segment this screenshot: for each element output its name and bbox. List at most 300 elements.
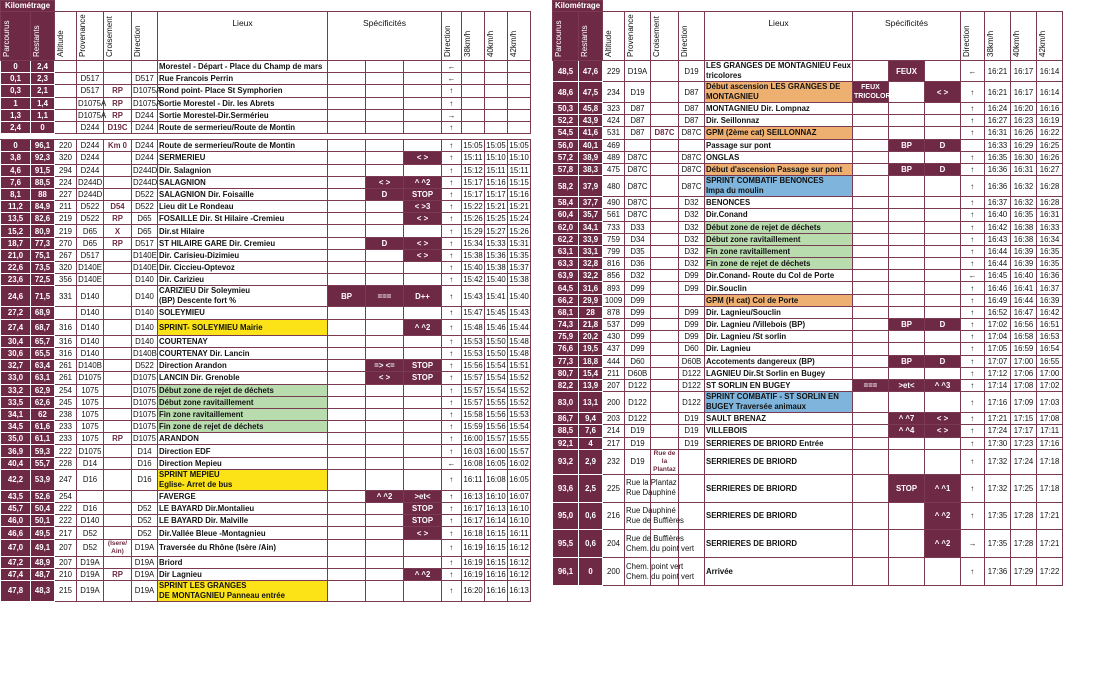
specificite-s2 [366, 85, 404, 97]
km-parcourus: 86,7 [553, 413, 579, 425]
km-restants: 20,2 [579, 331, 603, 343]
lieu-cell [705, 258, 853, 270]
croisement-cell [651, 233, 679, 245]
time-38: 15:34 [463, 238, 483, 248]
provenance-cell [77, 408, 104, 420]
croisement-cell [651, 379, 679, 391]
specificite-s1 [328, 515, 366, 527]
provenance-cell [77, 568, 104, 580]
direction-arrow-icon: ↑ [442, 360, 462, 372]
specificites-header [853, 12, 961, 61]
time-42: 16:26 [1037, 151, 1063, 163]
km-parcourus: 93,2 [553, 449, 579, 474]
specificite-s3: ^ ^2 [404, 319, 442, 335]
lieu-name: GPM (2ème cat) SEILLONNAZ [706, 128, 817, 138]
route-row [1, 457, 531, 469]
route-row [1, 249, 531, 261]
km-restants: 33,9 [579, 233, 603, 245]
km-restants: 32,2 [579, 270, 603, 282]
specificite-s2 [889, 294, 925, 306]
specificite-s2 [889, 437, 925, 449]
croisement-header-text: Croisement [105, 16, 114, 57]
route-row [553, 379, 1063, 391]
direction-arrow-icon: ↑ [961, 294, 985, 306]
specificite-s1 [853, 127, 889, 139]
km-parcourus: 58,4 [553, 197, 579, 209]
lieu-name: Dir.Conand [706, 210, 748, 220]
km-parcourus: 34,5 [1, 421, 31, 433]
croisement-cell: RP [104, 568, 132, 580]
direction-header [679, 12, 705, 61]
specificite-s2 [889, 343, 925, 355]
specificite-s3: < >3 [404, 201, 442, 213]
altitude-header [55, 12, 77, 61]
specificite-s1 [328, 568, 366, 580]
lieu-name: ST HILAIRE GARE Dir. Cremieu [159, 238, 276, 248]
km-parcourus: 93,6 [553, 474, 579, 502]
specificite-s2 [889, 270, 925, 282]
time-40: 17:29 [1011, 558, 1037, 586]
route-row [1, 503, 531, 515]
specificites-header [328, 12, 442, 61]
km-restants: 7,6 [579, 425, 603, 437]
time-40: 15:27 [486, 226, 506, 236]
croisement-cell: RP [104, 109, 132, 121]
provenance-cell [77, 347, 104, 359]
lieu-cell [158, 201, 328, 213]
route-row [1, 360, 531, 372]
direction-arrow-icon: ↑ [961, 103, 985, 115]
lieu-name: FAVERGE [159, 491, 196, 501]
direction-arrow-icon: ↑ [961, 82, 985, 103]
provenance-road: D522 [80, 202, 100, 212]
time-38: 16:18 [463, 528, 483, 538]
km-parcourus: 43,5 [1, 490, 31, 502]
route-row [553, 115, 1063, 127]
altitude-cell: 323 [603, 103, 625, 115]
specificite-s3: < > [404, 249, 442, 261]
specificite-s3: D [925, 355, 961, 367]
croisement-cell [104, 249, 132, 261]
lieu-name: Dir. Salagnion [159, 165, 211, 175]
specificite-s1 [853, 449, 889, 474]
time-38: 17:05 [985, 343, 1011, 355]
time-38: 15:57 [463, 385, 483, 395]
lieu-name: Arrivée [706, 567, 733, 577]
specificite-s1 [853, 355, 889, 367]
time-38: 16:43 [985, 233, 1011, 245]
croisement-header [651, 12, 679, 61]
specificite-s3 [404, 539, 442, 556]
direction-arrow-icon: ↑ [442, 319, 462, 335]
specificite-s1 [328, 384, 366, 396]
km-restants: 96,1 [31, 140, 55, 152]
km-restants: 63,1 [31, 372, 55, 384]
route-row [553, 103, 1063, 115]
time-38: 16:37 [985, 197, 1011, 209]
km-restants: 59,3 [31, 445, 55, 457]
specificite-s1 [853, 221, 889, 233]
time-38: 16:19 [463, 557, 483, 567]
route-row [1, 152, 531, 164]
route-row [553, 209, 1063, 221]
specificite-s2 [366, 152, 404, 164]
lieu-cell [705, 163, 853, 175]
specificite-s3: < > [404, 152, 442, 164]
provenance-road: D14 [82, 458, 98, 468]
specificite-s3 [404, 225, 442, 237]
direction-road-cell: D14 [132, 445, 158, 457]
provenance-cell [625, 61, 651, 82]
lieu-cell [158, 164, 328, 176]
croisement-cell [651, 209, 679, 221]
specificite-s1 [328, 527, 366, 539]
time-42: 16:16 [1037, 103, 1063, 115]
speed-40-header-text: 40km/h [1012, 30, 1021, 57]
km-restants: 28 [579, 306, 603, 318]
altitude-cell: 356 [55, 274, 77, 286]
lieu-cell [158, 249, 328, 261]
route-row [1, 97, 531, 109]
specificite-s1 [328, 201, 366, 213]
lieu-cell [705, 413, 853, 425]
km-parcourus: 63,3 [553, 258, 579, 270]
specificite-s3: ^ ^2 [404, 176, 442, 188]
time-38 [462, 73, 485, 85]
provenance-header [625, 12, 651, 61]
provenance-cell [77, 262, 104, 274]
specificite-s3 [404, 469, 442, 490]
km-parcourus: 92,1 [553, 437, 579, 449]
altitude-cell: 490 [603, 197, 625, 209]
croisement-cell: RP [104, 97, 132, 109]
specificite-s1 [328, 421, 366, 433]
croisement-cell [651, 115, 679, 127]
route-row [1, 527, 531, 539]
time-42: 15:11 [508, 164, 531, 176]
km-parcourus: 22,6 [1, 262, 31, 274]
time-42: 15:51 [509, 361, 529, 371]
provenance-cell [625, 282, 651, 294]
direction-road-cell: D32 [679, 245, 705, 257]
time-40: 17:06 [1011, 367, 1037, 379]
km-restants: 32,8 [579, 258, 603, 270]
provenance-cell [625, 127, 651, 139]
direction-road-cell: D244 [132, 121, 158, 133]
time-38: 15:57 [463, 373, 483, 383]
time-40: 16:30 [1011, 151, 1037, 163]
specificite-s2 [889, 197, 925, 209]
route-row [1, 213, 531, 225]
time-38: 16:27 [985, 115, 1011, 127]
route-row [553, 474, 1063, 502]
provenance-cell [625, 367, 651, 379]
provenance-cell [77, 213, 104, 225]
km-parcourus: 74,3 [553, 319, 579, 331]
km-restants: 47,6 [579, 61, 603, 82]
direction-arrow-icon: ↑ [961, 233, 985, 245]
km-restants: 0 [579, 558, 603, 586]
provenance-cell [625, 197, 651, 209]
km-restants: 35,7 [579, 209, 603, 221]
lieu-name: SERMERIEU [159, 153, 206, 163]
provenance-cell [625, 379, 651, 391]
croisement-cell [104, 372, 132, 384]
time-42: 16:13 [508, 580, 531, 601]
lieu-cell [158, 372, 328, 384]
km-restants: 88 [31, 188, 55, 200]
direction-header [132, 12, 158, 61]
time-38: 16:13 [463, 491, 483, 501]
specificite-s3 [925, 245, 961, 257]
direction-road-cell: D99 [679, 319, 705, 331]
route-row [553, 233, 1063, 245]
provenance-cell [625, 176, 651, 197]
time-38: 16:03 [463, 446, 483, 456]
provenance-cell [77, 384, 104, 396]
direction-road-cell: D140E [133, 263, 157, 273]
direction-arrow-icon [961, 139, 985, 151]
direction-arrow-icon: ↑ [961, 258, 985, 270]
direction-road-cell: D19A [132, 568, 158, 580]
altitude-cell: 561 [603, 209, 625, 221]
direction-road-cell: D87 [679, 115, 705, 127]
specificite-s3 [404, 384, 442, 396]
km-restants: 61,6 [31, 421, 55, 433]
km-parcourus: 64,5 [553, 282, 579, 294]
direction-road-cell [679, 294, 705, 306]
km-restants: 41,6 [579, 127, 603, 139]
time-42: 16:36 [1037, 270, 1063, 282]
croisement-cell [651, 331, 679, 343]
provenance-cell [625, 413, 651, 425]
route-row [1, 539, 531, 556]
km-restants: 45,8 [579, 103, 603, 115]
croisement-cell [104, 445, 132, 457]
lieu-detail: (BP) Descente fort % [159, 296, 237, 306]
provenance-cell [77, 396, 104, 408]
specificite-s2: ^ ^4 [889, 425, 925, 437]
km-restants: 53,9 [31, 469, 55, 490]
croisement-cell [104, 319, 132, 335]
lieu-name: SALAGNION Dir. Foisaille [159, 189, 254, 199]
time-40: 15:56 [486, 410, 506, 420]
time-38: 17:32 [985, 474, 1011, 502]
time-40: 15:38 [486, 263, 506, 273]
direction-road-cell: D99 [679, 270, 705, 282]
provenance-cell [77, 61, 104, 73]
direction-road-cell: D16 [132, 457, 158, 469]
route-row [553, 502, 1063, 530]
time-38: 17:32 [985, 449, 1011, 474]
km-restants: 13,1 [579, 392, 603, 413]
lieu-name: Dir Lagnieu [159, 569, 202, 579]
provenance-cell [77, 225, 104, 237]
altitude-cell: 537 [603, 319, 625, 331]
km-parcourus: 48,6 [553, 82, 579, 103]
specificite-s1 [853, 474, 889, 502]
croisement-cell [651, 176, 679, 197]
direction-arrow-icon: ↑ [961, 343, 985, 355]
lieu-name: Fin zone de rejet de déchets [706, 259, 811, 269]
route-row [1, 490, 531, 502]
direction-arrow-icon: ↑ [442, 121, 462, 133]
lieu-name: Dir. Carisieu-Dizimieu [159, 250, 240, 260]
time-42: 16:22 [1037, 127, 1063, 139]
direction-road-cell [679, 139, 705, 151]
specificite-s2 [366, 421, 404, 433]
route-row [1, 225, 531, 237]
km-restants: 92,3 [31, 152, 55, 164]
provenance-road: D122 [628, 414, 647, 424]
speed-42-header-text: 42km/h [1038, 30, 1047, 57]
provenance-road: D517 [80, 74, 100, 84]
specificite-s1 [853, 163, 889, 175]
direction-road-cell: D140 [132, 335, 158, 347]
time-38: 16:17 [463, 516, 483, 526]
km-restants: 2,3 [31, 73, 55, 85]
route-row [553, 530, 1063, 558]
route-row [553, 221, 1063, 233]
km-restants: 37,9 [579, 176, 603, 197]
km-restants: 21,8 [579, 319, 603, 331]
direction-arrow-icon: ↑ [961, 502, 985, 530]
altitude-cell: 469 [603, 139, 625, 151]
croisement-cell [104, 384, 132, 396]
specificite-s1 [853, 367, 889, 379]
km-parcourus: 60,4 [553, 209, 579, 221]
direction-road-cell: D87C [679, 151, 705, 163]
croisement-cell [104, 73, 132, 85]
provenance-road: D60 [630, 356, 645, 366]
time-38: 16:21 [985, 61, 1011, 82]
altitude-header [603, 12, 625, 61]
croisement-cell: RP [104, 85, 132, 97]
time-42: 16:33 [1037, 221, 1063, 233]
provenance-cell [625, 306, 651, 318]
provenance-road: D60B [627, 368, 648, 378]
provenance-road: D244 [80, 153, 100, 163]
km-restants: 0 [31, 121, 55, 133]
croisement-cell [651, 343, 679, 355]
croisement-cell [104, 347, 132, 359]
time-38: 16:24 [985, 103, 1011, 115]
time-38: 15:05 [463, 141, 483, 151]
altitude-cell: 217 [603, 437, 625, 449]
time-38: 15:17 [463, 177, 483, 187]
specificite-s2 [889, 151, 925, 163]
route-row [1, 262, 531, 274]
altitude-cell: 225 [603, 474, 625, 502]
croisement-cell [104, 556, 132, 568]
croisement-cell [104, 421, 132, 433]
direction-road-cell: D19 [679, 425, 705, 437]
lieu-name: SALAGNION [159, 177, 206, 187]
lieu-name: COURTENAY [159, 336, 208, 346]
specificite-s2 [366, 347, 404, 359]
time-40: 16:17 [1011, 82, 1037, 103]
altitude-cell: 207 [55, 556, 77, 568]
lieu-cell [158, 568, 328, 580]
time-42: 15:40 [508, 286, 531, 307]
time-38: 16:49 [985, 294, 1011, 306]
direction-arrow-icon: ↑ [442, 408, 462, 420]
direction-road-cell: D1075 [133, 422, 156, 432]
km-restants: 37,7 [579, 197, 603, 209]
time-38: 16:45 [985, 270, 1011, 282]
provenance-road: D140 [80, 308, 100, 318]
km-parcourus: 75,9 [553, 331, 579, 343]
provenance-cell [625, 163, 651, 175]
time-40: 16:40 [1011, 270, 1037, 282]
specificites-header-text: Spécificités [885, 18, 928, 28]
route-row [1, 109, 531, 121]
time-40: 15:54 [486, 373, 506, 383]
km-restants: 49,5 [31, 527, 55, 539]
km-restants: 2,9 [579, 449, 603, 474]
lieu-cell [158, 433, 328, 445]
croisement-cell [104, 274, 132, 286]
direction-arrow-icon: ↑ [442, 335, 462, 347]
direction-road-cell: D87 [679, 103, 705, 115]
provenance-road-next: Rue de Buffières [626, 515, 684, 525]
provenance-road: D140 [80, 291, 100, 301]
specificite-s3 [404, 73, 442, 85]
provenance-cell [625, 115, 651, 127]
route-row [553, 425, 1063, 437]
km-restants: 72,5 [31, 274, 55, 286]
km-restants: 1,4 [31, 97, 55, 109]
km-parcourus: 15,2 [1, 225, 31, 237]
provenance-road: D1075A [78, 98, 107, 108]
lieu-cell [158, 408, 328, 420]
provenance-road: D19 [630, 438, 645, 448]
specificite-s3 [404, 335, 442, 347]
specificite-s1 [328, 73, 366, 85]
time-42 [508, 109, 531, 121]
provenance-cell [77, 335, 104, 347]
direction-arrow-icon: ↑ [961, 319, 985, 331]
specificite-s1 [328, 469, 366, 490]
route-row [1, 319, 531, 335]
provenance-cell [77, 580, 104, 601]
km-parcourus: 95,0 [553, 502, 579, 530]
direction-arrow-icon: ↑ [961, 163, 985, 175]
lieu-cell [705, 392, 853, 413]
croisement-cell: RP [104, 433, 132, 445]
roadbook-table [0, 0, 531, 602]
time-40: 16:15 [486, 557, 506, 567]
route-row [553, 294, 1063, 306]
km-parcourus: 47,4 [1, 568, 31, 580]
croisement-cell [651, 245, 679, 257]
altitude-cell: 222 [55, 445, 77, 457]
specificite-s3 [925, 437, 961, 449]
route-row [553, 245, 1063, 257]
parcourus-header-text: Parcourus [554, 20, 563, 57]
croisement-cell [651, 103, 679, 115]
km-parcourus: 24,6 [1, 286, 31, 307]
direction-header-text: Direction [133, 25, 142, 57]
time-40: 15:56 [486, 422, 506, 432]
time-40: 16:08 [485, 469, 508, 490]
route-row [1, 421, 531, 433]
time-40: 17:23 [1011, 437, 1037, 449]
time-42 [508, 121, 531, 133]
specificite-s2 [366, 515, 404, 527]
specificite-s1 [853, 209, 889, 221]
km-parcourus: 40,4 [1, 457, 31, 469]
